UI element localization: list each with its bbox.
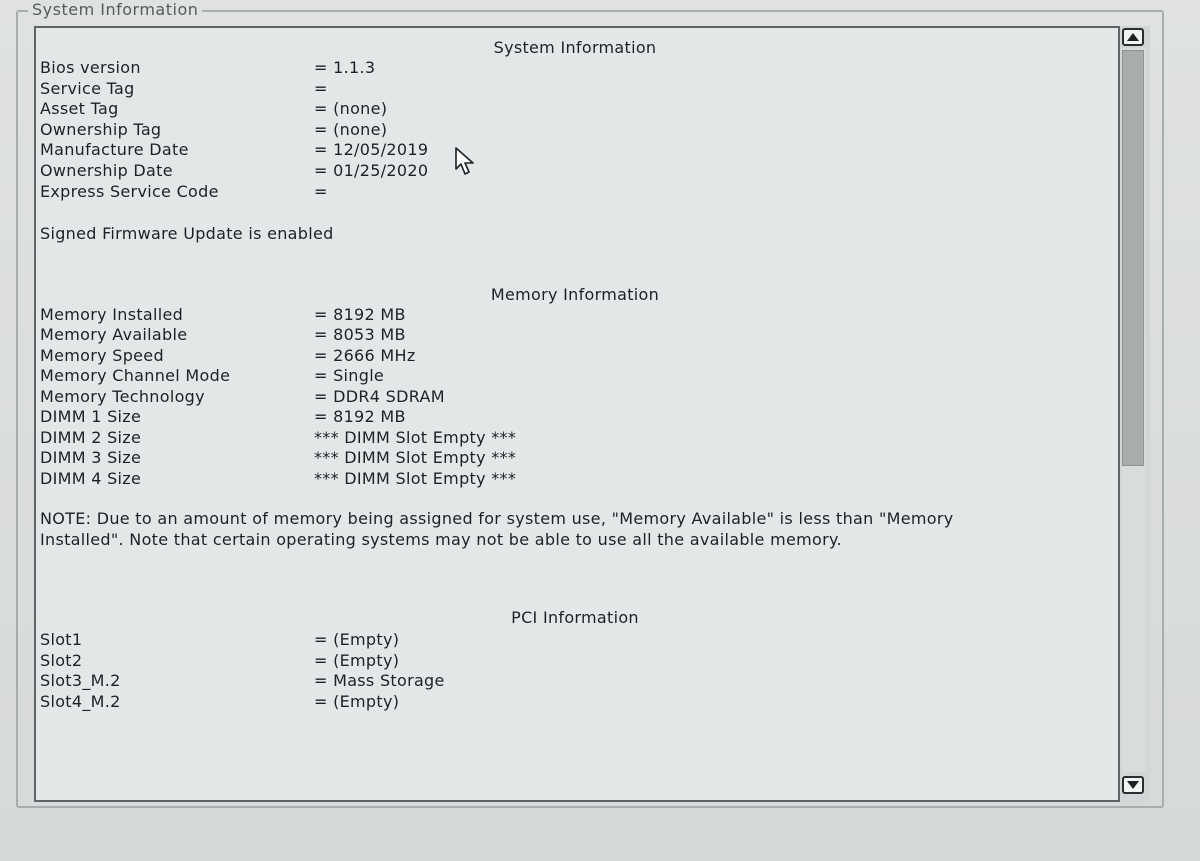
field-label: Service Tag	[40, 79, 135, 98]
field-value: = (Empty)	[314, 630, 400, 649]
field-value: =	[314, 182, 328, 201]
field-label: Memory Channel Mode	[40, 366, 231, 385]
scroll-up-button[interactable]	[1122, 28, 1144, 46]
system-information-heading: System Information	[493, 38, 657, 57]
field-label: Memory Technology	[40, 387, 205, 406]
memory-information-heading: Memory Information	[490, 285, 660, 304]
field-label: Bios version	[40, 58, 141, 77]
field-value: = Single	[314, 366, 385, 385]
field-value: =	[314, 79, 328, 98]
field-value: = (none)	[314, 99, 388, 118]
field-label: Slot4_M.2	[40, 692, 121, 711]
arrow-up-icon	[1127, 33, 1139, 41]
field-label: Express Service Code	[40, 182, 219, 201]
field-value: = 1.1.3	[314, 58, 376, 77]
field-label: DIMM 4 Size	[40, 469, 142, 488]
field-value: *** DIMM Slot Empty ***	[314, 469, 517, 488]
mouse-pointer-icon	[455, 147, 477, 177]
field-label: DIMM 1 Size	[40, 407, 142, 426]
field-value: = 12/05/2019	[314, 140, 429, 159]
field-value: = 01/25/2020	[314, 161, 429, 180]
field-label: Memory Available	[40, 325, 188, 344]
field-label: Ownership Tag	[40, 120, 162, 139]
field-label: Ownership Date	[40, 161, 173, 180]
field-value: = (Empty)	[314, 692, 400, 711]
field-label: DIMM 3 Size	[40, 448, 142, 467]
signed-firmware-status: Signed Firmware Update is enabled	[40, 224, 334, 243]
field-label: Memory Installed	[40, 305, 184, 324]
vertical-scrollbar[interactable]	[1120, 26, 1150, 802]
field-value: *** DIMM Slot Empty ***	[314, 428, 517, 447]
scroll-thumb[interactable]	[1122, 50, 1144, 466]
field-value: = Mass Storage	[314, 671, 445, 690]
field-label: Slot1	[40, 630, 83, 649]
groupbox-title: System Information	[28, 0, 202, 20]
memory-note: NOTE: Due to an amount of memory being assigned for system use, "Memory Available" is less than "Memory Installed". Note that certain operating systems may not be able to use all the available memory.	[40, 509, 954, 549]
field-value: = 8192 MB	[314, 305, 406, 324]
scroll-down-button[interactable]	[1122, 776, 1144, 794]
info-panel[interactable]	[34, 26, 1120, 802]
field-label: Memory Speed	[40, 346, 164, 365]
field-value: *** DIMM Slot Empty ***	[314, 448, 517, 467]
field-value: = (Empty)	[314, 651, 400, 670]
field-value: = 8053 MB	[314, 325, 406, 344]
field-label: Asset Tag	[40, 99, 119, 118]
field-value: = 8192 MB	[314, 407, 406, 426]
field-label: Manufacture Date	[40, 140, 189, 159]
field-label: DIMM 2 Size	[40, 428, 142, 447]
field-value: = 2666 MHz	[314, 346, 416, 365]
field-value: = DDR4 SDRAM	[314, 387, 445, 406]
field-label: Slot2	[40, 651, 83, 670]
arrow-down-icon	[1127, 781, 1139, 789]
field-value: = (none)	[314, 120, 388, 139]
field-label: Slot3_M.2	[40, 671, 121, 690]
pci-information-heading: PCI Information	[511, 608, 639, 627]
